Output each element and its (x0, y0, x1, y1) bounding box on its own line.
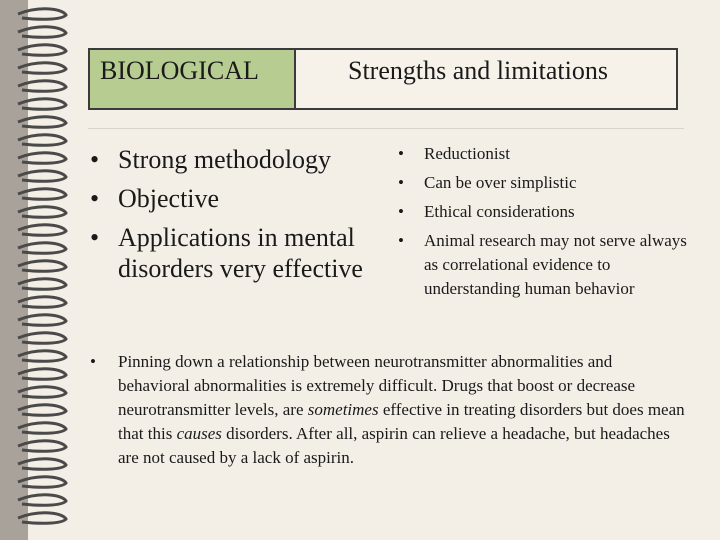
limitation-item: • Animal research may not serve always as correlational evidence to understanding human behavior (396, 229, 696, 301)
title-box (88, 48, 678, 110)
paragraph-part: Pinning down a relationship between neurotransmitter abnormalities and behavioral abnormalities is extremely difficult. Drugs that boost or decrease neurotransmitter levels, are (118, 352, 636, 419)
spiral-ring (18, 189, 66, 199)
paragraph-part: disorders. After all, aspirin can relieve a headache, but headaches are not caused by a lack of aspirin. (118, 424, 670, 467)
spiral-ring (18, 387, 66, 397)
spiral-ring (18, 27, 66, 37)
spiral-ring (18, 315, 66, 325)
spiral-ring (18, 135, 66, 145)
emphasis-causes: causes (176, 424, 222, 443)
limitations-list (396, 142, 696, 306)
spiral-ring (18, 207, 66, 217)
spiral-ring (18, 171, 66, 181)
spiral-ring (18, 405, 66, 415)
emphasis-sometimes: sometimes (307, 400, 379, 419)
divider (88, 128, 684, 129)
spiral-ring (18, 423, 66, 433)
strength-item: • Applications in mental disorders very effective (88, 222, 388, 284)
spiral-ring (18, 333, 66, 343)
spiral-ring (18, 9, 66, 19)
spiral-ring (18, 81, 66, 91)
title-category-cell (90, 50, 296, 108)
spiral-ring (18, 477, 66, 487)
strength-item: • Strong methodology (88, 144, 388, 175)
strength-item: • Objective (88, 183, 388, 214)
spiral-ring (18, 459, 66, 469)
spiral-ring (18, 45, 66, 55)
spiral-ring (18, 513, 66, 523)
limitation-item: • Reductionist (396, 142, 696, 166)
bullet-marker: • (90, 352, 96, 371)
spiral-ring (18, 351, 66, 361)
spiral-ring (18, 369, 66, 379)
spiral-ring (18, 279, 66, 289)
spiral-ring (18, 99, 66, 109)
conclusion-text (88, 350, 688, 470)
limitation-item: • Can be over simplistic (396, 171, 696, 195)
conclusion-paragraph (88, 350, 688, 470)
spiral-ring (18, 153, 66, 163)
spiral-ring (18, 297, 66, 307)
spiral-ring (18, 495, 66, 505)
title-heading: Strengths and limitations (348, 56, 608, 85)
spiral-ring (18, 243, 66, 253)
limitation-item: • Ethical considerations (396, 200, 696, 224)
spiral-ring (18, 441, 66, 451)
title-category: BIOLOGICAL (100, 56, 259, 85)
paragraph-part: effective in treating disorders but does mean that this (118, 400, 685, 443)
spiral-ring (18, 63, 66, 73)
spiral-ring (18, 261, 66, 271)
spiral-ring (18, 117, 66, 127)
strengths-list (88, 144, 388, 292)
spiral-ring (18, 225, 66, 235)
spiral-binding-icon (0, 0, 80, 540)
